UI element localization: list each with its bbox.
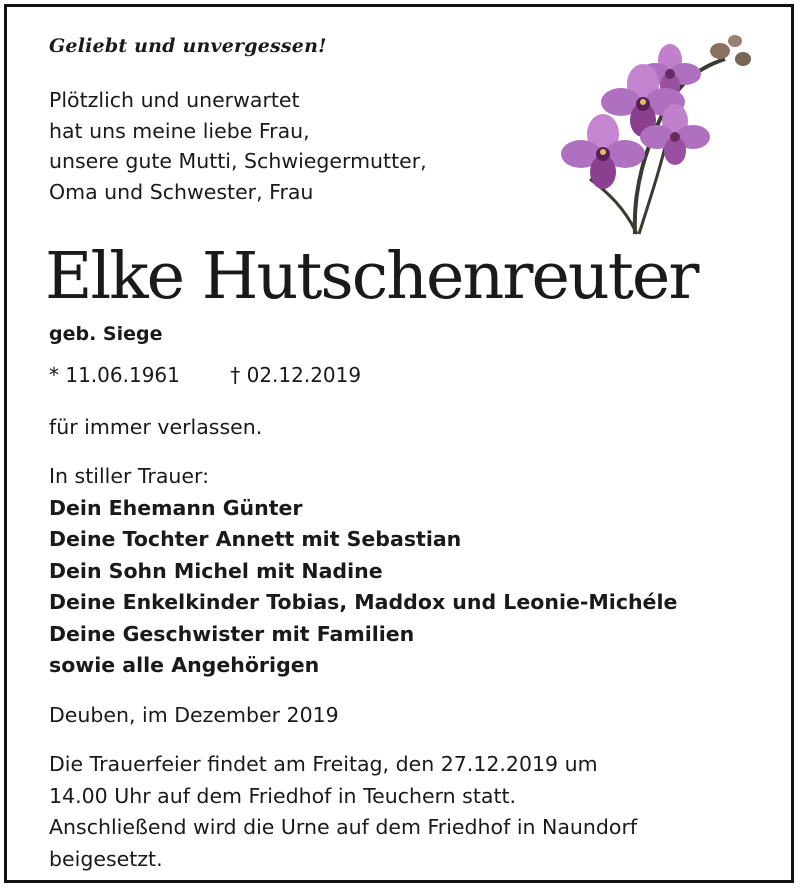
mourner-item: Dein Ehemann Günter <box>49 495 303 520</box>
intro-text <box>49 85 427 207</box>
mourner-item: Dein Sohn Michel mit Nadine <box>49 558 383 583</box>
mourner-item: Deine Enkelkinder Tobias, Maddox und Leonie-Michéle <box>49 590 678 614</box>
death-date: † 02.12.2019 <box>230 363 362 387</box>
funeral-info <box>49 749 637 875</box>
funeral-line: 14.00 Uhr auf dem Friedhof in Teuchern statt. <box>49 783 517 808</box>
place-date: Deuben, im Dezember 2019 <box>49 703 339 727</box>
maiden-name: geb. Siege <box>49 323 163 345</box>
mourning-lead: In stiller Trauer: <box>49 464 209 488</box>
intro-line: Oma und Schwester, Frau <box>49 179 314 204</box>
left-us-text: für immer verlassen. <box>49 415 263 439</box>
funeral-line: Anschließend wird die Urne auf dem Friedhof in Naundorf <box>49 815 638 839</box>
intro-line: Plötzlich und unerwartet <box>49 88 300 112</box>
funeral-line: beigesetzt. <box>49 846 163 871</box>
intro-line: hat uns meine liebe Frau, <box>49 118 310 143</box>
deceased-name: Elke Hutschenreuter <box>45 239 698 314</box>
intro-line: unsere gute Mutti, Schwiegermutter, <box>49 149 427 173</box>
orchid-flower-image <box>555 29 770 244</box>
life-dates <box>49 363 361 387</box>
motto-heading: Geliebt und unvergessen! <box>49 35 327 57</box>
mourner-item: Deine Tochter Annett mit Sebastian <box>49 527 462 551</box>
birth-date: * 11.06.1961 <box>49 363 180 387</box>
mourners-list <box>49 461 677 682</box>
mourner-item: Deine Geschwister mit Familien <box>49 621 415 646</box>
obituary-notice <box>4 4 794 883</box>
mourner-item: sowie alle Angehörigen <box>49 653 320 677</box>
funeral-line: Die Trauerfeier findet am Freitag, den 27.12.2019 um <box>49 752 598 776</box>
